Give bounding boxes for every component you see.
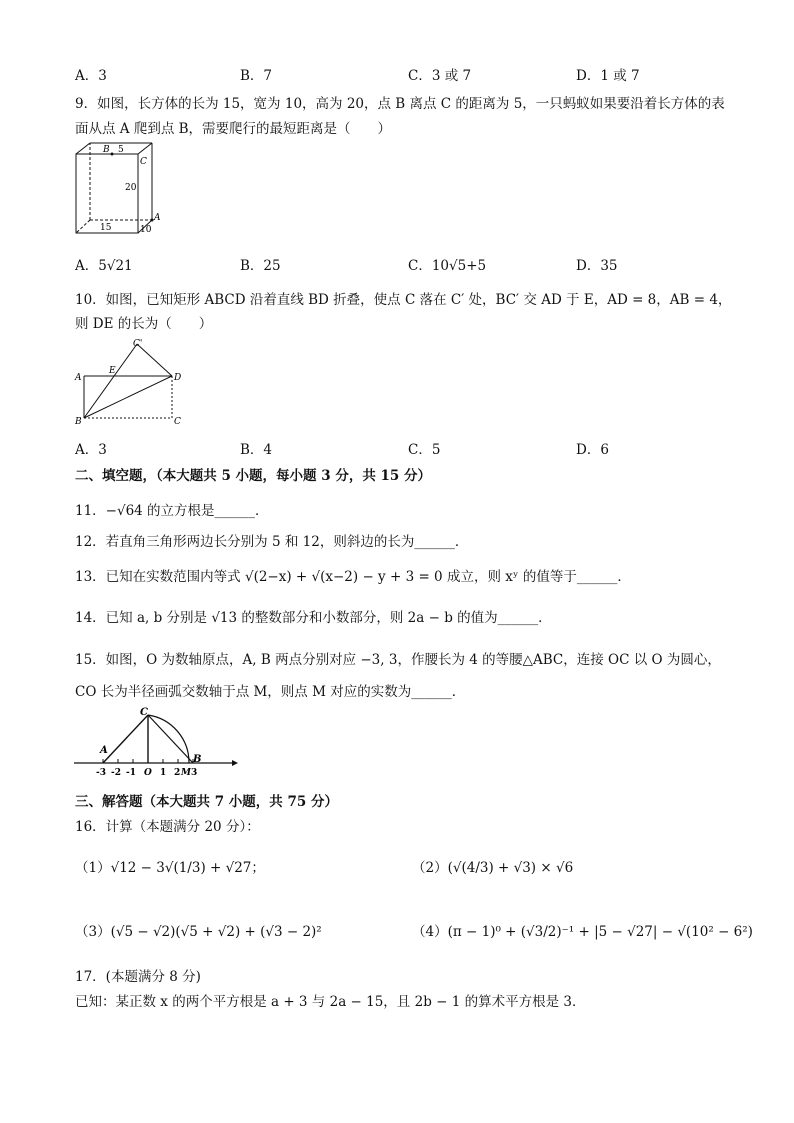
q10-stem-line2: 则 DE 的长为（ ） [75, 316, 213, 332]
q16-part3: （3）(√5 − √2)(√5 + √2) + (√3 − 2)² [75, 924, 322, 940]
q9-label-a: A [154, 213, 161, 223]
q16-title: 16．计算（本题满分 20 分）： [75, 819, 260, 835]
q15-stem-line2: CO 长为半径画弧交数轴于点 M，则点 M 对应的实数为______． [75, 684, 466, 700]
q13-text: 13．已知在实数范围内等式 √(2−x) + √(x−2) − y + 3 = 0 成立，则 xʸ 的值等于______． [75, 569, 631, 585]
q9-label-15: 15 [100, 223, 112, 233]
q15-label-a: A [100, 745, 108, 756]
q10-option-d: D．6 [576, 442, 609, 458]
q10-label-c-prime: C' [133, 339, 143, 349]
q9-label-b: B [103, 145, 110, 155]
q10-stem-line1: 10．如图，已知矩形 ABCD 沿着直线 BD 折叠，使点 C 落在 C′ 处，BC′ 交 AD 于 E，AD = 8，AB = 4， [75, 292, 732, 308]
section3-heading: 三、解答题（本大题共 7 小题，共 75 分） [75, 794, 338, 810]
q10-label-c: C [174, 417, 181, 427]
q15-stem-line1: 15．如图，O 为数轴原点，A, B 两点分别对应 −3, 3，作腰长为 4 的等腰△ABC，连接 OC 以 O 为圆心， [75, 652, 721, 668]
q8-option-c: C．3 或 7 [408, 68, 472, 84]
section2-heading: 二、填空题，（本大题共 5 小题，每小题 3 分，共 15 分） [75, 468, 432, 484]
q9-label-20: 20 [125, 183, 137, 193]
q9-label-10: 10 [140, 225, 152, 235]
q15-tick-3: 3 [191, 768, 198, 778]
q10-option-b: B．4 [240, 442, 273, 458]
q9-stem-line1: 9．如图，长方体的长为 15，宽为 10，高为 20，点 B 离点 C 的距离为 5，一只蚂蚁如果要沿着长方体的表 [75, 96, 725, 112]
q15-number-line-figure [70, 705, 240, 780]
q15-tick-neg1: -1 [126, 768, 136, 778]
q16-part2: （2）(√(4/3) + √3) × √6 [412, 860, 574, 876]
q15-label-b: B [193, 754, 202, 765]
q15-tick-neg2: -2 [111, 768, 121, 778]
q8-option-b: B．7 [240, 68, 273, 84]
q9-label-c: C [140, 157, 147, 167]
q9-label-5: 5 [118, 145, 124, 155]
q9-option-d: D．35 [576, 258, 618, 274]
q10-label-a: A [75, 373, 82, 383]
q15-label-o: O [144, 768, 152, 778]
q10-label-d: D [174, 373, 182, 383]
q9-stem-line2: 面从点 A 爬到点 B，需要爬行的最短距离是（ ） [75, 121, 392, 137]
q9-cuboid-figure [70, 140, 165, 235]
q8-option-d: D．1 或 7 [576, 68, 640, 84]
q12-text: 12．若直角三角形两边长分别为 5 和 12，则斜边的长为______． [75, 534, 469, 550]
q10-rectangle-figure [72, 336, 187, 428]
q16-part1: （1）√12 − 3√(1/3) + √27； [75, 860, 265, 876]
q10-label-e: E [109, 366, 116, 376]
q14-text: 14．已知 a, b 分别是 √13 的整数部分和小数部分，则 2a − b 的值为______． [75, 610, 552, 626]
q17-title: 17．(本题满分 8 分) [75, 969, 201, 985]
q10-option-a: A．3 [75, 442, 107, 458]
q9-option-b: B．25 [240, 258, 281, 274]
q9-option-c: C．10√5+5 [408, 258, 487, 274]
q9-option-a: A．5√21 [75, 258, 133, 274]
q17-text: 已知：某正数 x 的两个平方根是 a + 3 与 2a − 15，且 2b − 1 的算术平方根是 3． [75, 994, 586, 1010]
q8-option-a: A．3 [75, 68, 107, 84]
q10-option-c: C．5 [408, 442, 441, 458]
q15-tick-neg3: -3 [96, 768, 106, 778]
q16-part4: （4）(π − 1)⁰ + (√3/2)⁻¹ + |5 − √27| − √(10² − 6²) [412, 924, 753, 940]
q15-label-c: C [140, 707, 148, 718]
q15-tick-1: 1 [160, 768, 167, 778]
q11-text: 11．−√64 的立方根是______． [75, 503, 269, 519]
q15-tick-2: 2 [174, 768, 181, 778]
q10-label-b: B [75, 417, 82, 427]
q15-label-m: M [181, 768, 191, 778]
